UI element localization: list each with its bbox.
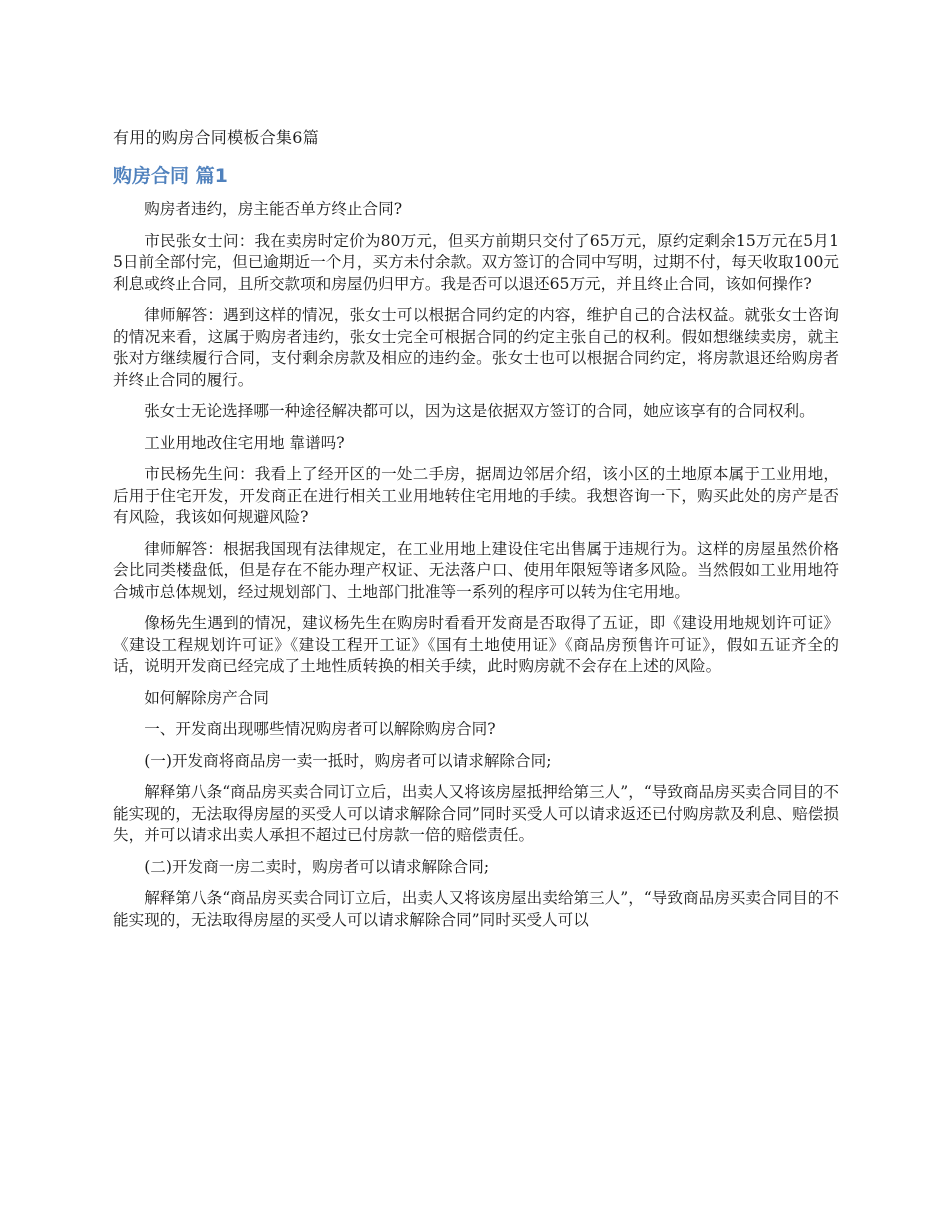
document-title: 有用的购房合同模板合集6篇: [113, 128, 320, 147]
paragraph: 像杨先生遇到的情况，建议杨先生在购房时看看开发商是否取得了五证，即《建设用地规划许可证》《建设工程规划许可证》《建设工程开工证》《国有土地使用证》《商品房预售许可证》，假如五证齐全的话，说明开发商已经完成了土地性质转换的相关手续，此时购房就不会存在上述的风险。: [113, 614, 839, 675]
paragraph: 律师解答：遇到这样的情况，张女士可以根据合同约定的内容，维护自己的合法权益。就张女士咨询的情况来看，这属于购房者违约，张女士完全可根据合同的约定主张自己的权利。假如想继续卖房，就主张对方继续履行合同，支付剩余房款及相应的违约金。张女士也可以根据合同约定，将房款退还给购房者并终止合同的履行。: [113, 306, 839, 389]
paragraph: 解释第八条“商品房买卖合同订立后，出卖人又将该房屋出卖给第三人”，“导致商品房买卖合同目的不能实现的，无法取得房屋的买受人可以请求解除合同”同时买受人可以: [113, 889, 839, 929]
section-heading: 购房合同 篇1: [113, 165, 228, 187]
paragraph: 市民张女士问：我在卖房时定价为80万元，但买方前期只交付了65万元，原约定剩余15万元在5月15日前全部付完，但已逾期近一个月，买方未付余款。双方签订的合同中写明，过期不付，每天收取100元利息或终止合同，且所交款项和房屋仍归甲方。我是否可以退还65万元，并且终止合同，该如何操作?: [113, 231, 839, 293]
paragraph: 张女士无论选择哪一种途径解决都可以，因为这是依据双方签订的合同，她应该享有的合同权利。: [144, 402, 815, 420]
paragraph: 律师解答：根据我国现有法律规定，在工业用地上建设住宅出售属于违规行为。这样的房屋虽然价格会比同类楼盘低，但是存在不能办理产权证、无法落户口、使用年限短等诸多风险。当然假如工业用地符合城市总体规划，经过规划部门、土地部门批准等一系列的程序可以转为住宅用地。: [113, 539, 839, 601]
paragraph: 一、开发商出现哪些情况购房者可以解除购房合同?: [144, 720, 496, 738]
paragraph: (二)开发商一房二卖时，购房者可以请求解除合同;: [144, 857, 490, 876]
paragraph: 解释第八条“商品房买卖合同订立后，出卖人又将该房屋抵押给第三人”，“导致商品房买卖合同目的不能实现的，无法取得房屋的买受人可以请求解除合同”同时买受人可以请求返还已付购房款及利息、赔偿损失，并可以请求出卖人承担不超过已付房款一倍的赔偿责任。: [113, 783, 839, 844]
paragraph: (一)开发商将商品房一卖一抵时，购房者可以请求解除合同;: [144, 751, 552, 770]
document-page: [113, 128, 839, 941]
paragraph: 市民杨先生问：我看上了经开区的一处二手房，据周边邻居介绍，该小区的土地原本属于工业用地，后用于住宅开发，开发商正在进行相关工业用地转住宅用地的手续。我想咨询一下，购买此处的房产是否有风险，我该如何规避风险?: [113, 465, 839, 526]
paragraph: 工业用地改住宅用地 靠谱吗?: [144, 433, 345, 452]
paragraph: 如何解除房产合同: [144, 688, 269, 707]
paragraph: 购房者违约，房主能否单方终止合同?: [144, 200, 403, 218]
